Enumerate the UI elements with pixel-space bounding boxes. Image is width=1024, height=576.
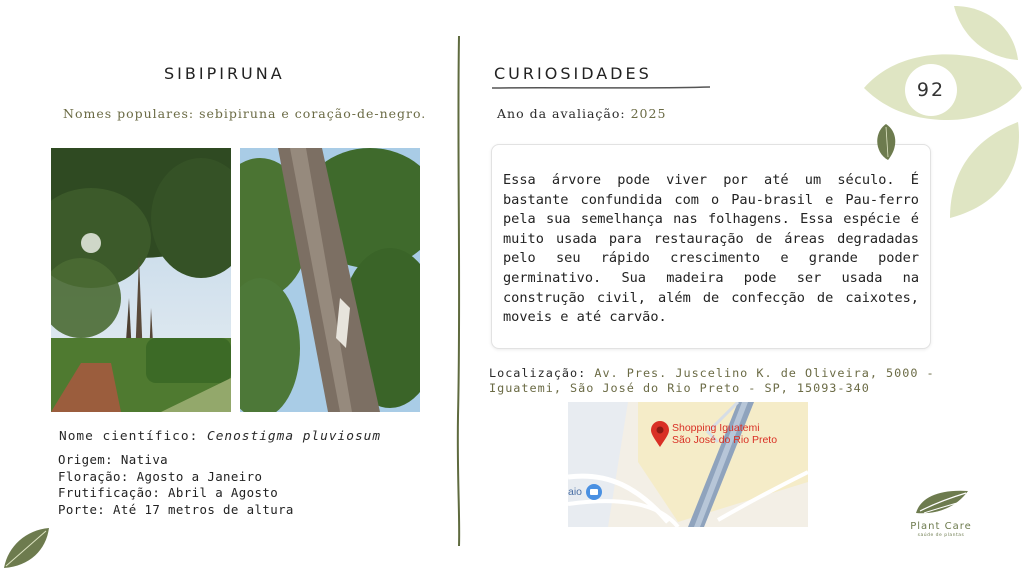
trunk-photo xyxy=(240,148,420,412)
location-map[interactable] xyxy=(568,402,808,527)
size-text: Porte: Até 17 metros de altura xyxy=(58,501,294,517)
scientific-name: Cenostigma pluviosum xyxy=(206,429,382,444)
curiosity-text: Essa árvore pode viver por até um século. É bastante confundida com o Pau-brasil e Pau-ferro pela sua semelhança nas folhagens. Essa espécie é muito usada para restauração de áreas degradadas pelo seu rápido crescimento e grande poder germinativo. Sua madeira pode ser usada na construção civil, além de confecção de caixotes, moveis e até carvão. xyxy=(503,172,919,326)
year-label: Ano da avaliação: xyxy=(497,106,631,121)
leaf-icon xyxy=(2,526,52,570)
location xyxy=(489,366,979,396)
scientific-name-line xyxy=(59,429,381,444)
evaluation-year xyxy=(497,106,666,121)
title-underline xyxy=(492,85,712,91)
map-place-label[interactable] xyxy=(672,422,777,446)
scientific-label: Nome científico: xyxy=(59,429,207,444)
tree-details xyxy=(58,452,294,518)
popular-names: Nomes populares: sebipiruna e coração-de-negro. xyxy=(63,106,427,121)
page-number-badge xyxy=(905,64,957,116)
column-divider xyxy=(454,36,464,546)
curiosities-title: CURIOSIDADES xyxy=(494,64,652,83)
location-address: Av. Pres. Juscelino K. de Oliveira, 5000 - Iguatemi, São José do Rio Preto - SP, 15093-340 xyxy=(489,366,935,395)
plant-care-logo-icon xyxy=(912,487,970,517)
fruiting-text: Frutificação: Abril a Agosto xyxy=(58,485,279,501)
tree-photo xyxy=(51,148,231,412)
map-pin-icon[interactable] xyxy=(650,420,670,448)
origin-text: Origem: Nativa xyxy=(58,452,169,467)
brand-name: Plant Care xyxy=(910,521,972,532)
brand-tagline: saúde de plantas xyxy=(917,533,965,538)
page-number: 92 xyxy=(916,79,946,101)
year-value: 2025 xyxy=(630,106,667,121)
flowering-text: Floração: Agosto a Janeiro xyxy=(58,468,263,484)
tree-title: SIBIPIRUNA xyxy=(164,64,285,83)
map-place-line1: Shopping Iguatemi xyxy=(672,422,760,434)
location-label: Localização: xyxy=(489,366,595,380)
map-place-line2: São José do Rio Preto xyxy=(672,434,778,446)
map-partial-label: aio xyxy=(568,486,583,498)
